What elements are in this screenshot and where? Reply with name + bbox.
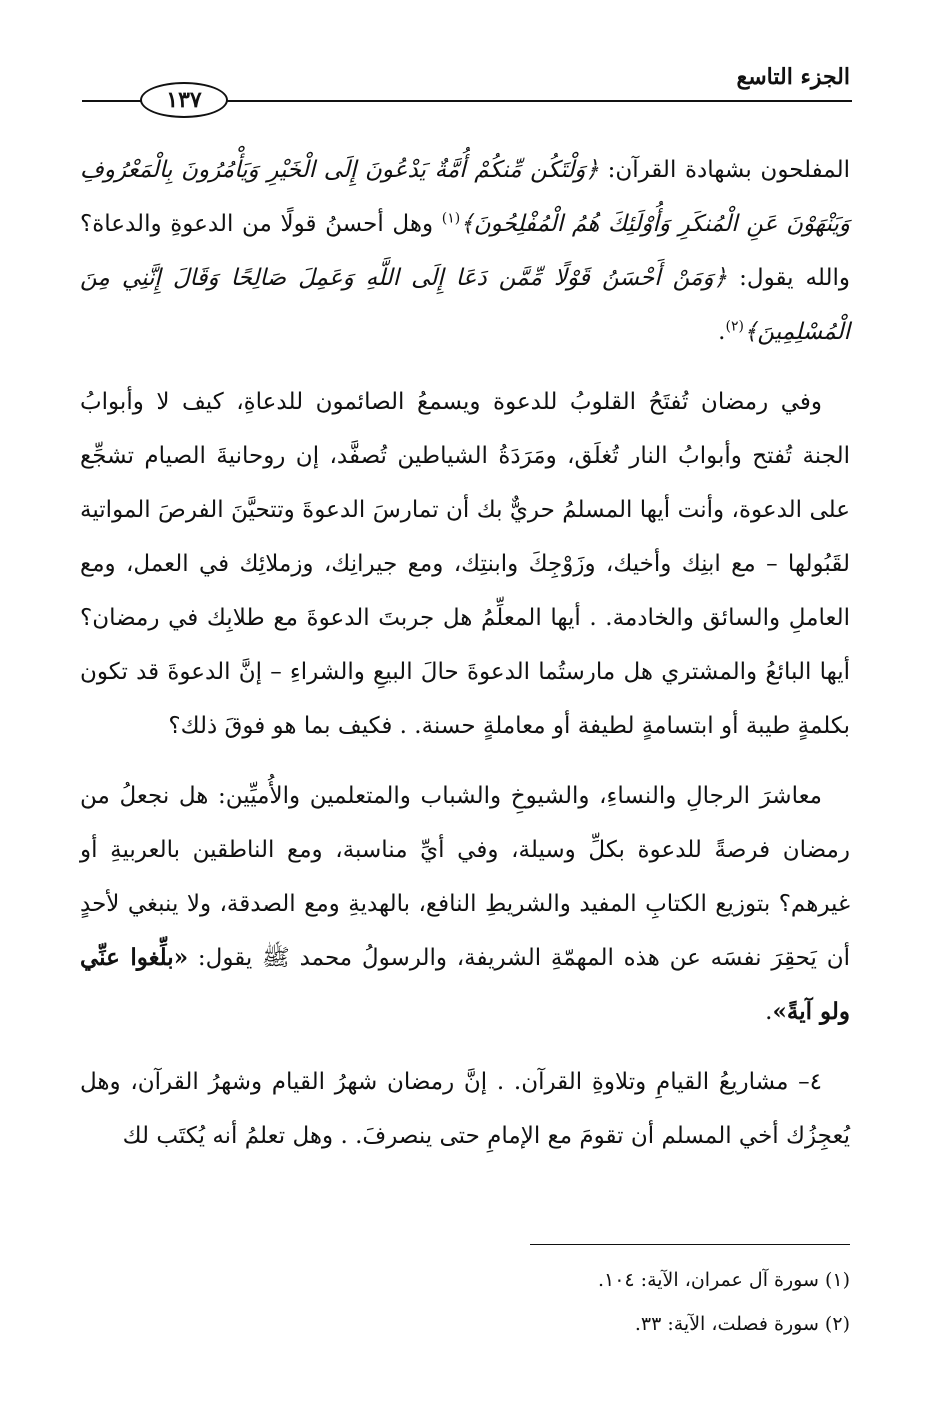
footnote-2: (٢) سورة فصلت، الآية: ٣٣. [634, 1313, 850, 1335]
paragraph-qiyam-projects: ٤– مشاريعُ القيامِ وتلاوةِ القرآن. . إنَّ رمضان شهرُ القيام وشهرُ القرآن، وهل يُعجِزُك أخي المسلم أن تقومَ مع الإمامِ حتى ينصرفَ. . وهل تعلمُ أنه يُكتَب لك [80, 1069, 850, 1149]
paragraph-everyone-call [80, 769, 850, 1039]
footnotes [80, 1258, 850, 1346]
footnote-1: (١) سورة آل عمران، الآية: ١٠٤. [597, 1269, 850, 1291]
paragraph-1-end: . [718, 319, 726, 345]
footnote-rule [530, 1244, 850, 1245]
quran-verse-2: ﴿وَمَنْ أَحْسَنُ قَوْلًا مِّمَّن دَعَا إِلَى اللَّهِ وَعَمِلَ صَالِحًا وَقَالَ إِنَّنِي مِنَ الْمُسْلِمِينَ﴾ [80, 265, 850, 345]
paragraph-3-end: . [765, 999, 773, 1025]
paragraph-ramadan-dawah: وفي رمضان تُفتَحُ القلوبُ للدعوة ويسمعُ الصائمون للدعاةِ، كيف لا وأبوابُ الجنة تُفتح وأبوابُ النار تُغلَق، ومَرَدَةُ الشياطين تُصفَّد، إن روحانيةَ الصيام تشجِّع على الدعوة، وأنت أيها المسلمُ حريٌّ بك أن تمارسَ الدعوةَ وتتحيَّنَ الفرصَ المواتية لقَبُولها – مع ابنِك وأخيك، وزَوْجِكَ وابنتِك، ومع جيرانِك، وزملائِك في العمل، ومع العاملِ والسائق والخادمة. . أيها المعلِّمُ هل جربتَ الدعوةَ مع طلابِك في رمضان؟ أيها البائعُ والمشتري هل مارستُما الدعوةَ حالَ البيعِ والشراءِ – إنَّ الدعوةَ قد تكون بكلمةٍ طيبة أو ابتسامةٍ لطيفة أو معاملةٍ حسنة. . فكيف بما هو فوقَ ذلك؟ [80, 389, 850, 739]
hadith-quote: «بلِّغوا عنِّي ولو آيةً» [80, 944, 850, 1025]
paragraph-1-text-a: المفلحون بشهادة القرآن: [598, 157, 850, 183]
footnote-ref-2: (٢) [725, 318, 744, 335]
footnote-ref-1: (١) [441, 210, 461, 227]
page-number: ١٣٧ [140, 82, 228, 118]
paragraph-1-text-b: وهل أحسنُ قولًا من الدعوةِ والدعاة؟ والله يقول: [80, 211, 851, 291]
running-title: الجزء التاسع [736, 64, 850, 90]
quran-verse-1: ﴿وَلْتَكُن مِّنكُمْ أُمَّةٌ يَدْعُونَ إِلَى الْخَيْرِ وَيَأْمُرُونَ بِالْمَعْرُوفِ وَيَنْهَوْنَ عَنِ الْمُنكَرِ وَأُوْلَئِكَ هُمُ الْمُفْلِحُونَ﴾ [80, 157, 850, 237]
paragraph-3-text: معاشرَ الرجالِ والنساءِ، والشيوخِ والشباب والمتعلمين والأُميِّين: هل نجعلُ من رمضان فرصةً للدعوة بكلِّ وسيلة، وفي أيِّ مناسبة، ومع الناطقين بالعربيةِ أو غيرهم؟ بتوزيع الكتابِ المفيد والشريطِ النافع، بالهديةِ ومع الصدقة، ولا ينبغي لأحدٍ أن يَحقِرَ نفسَه عن هذه المهمّةِ الشريفة، والرسولُ محمد ﷺ يقول: [80, 783, 850, 971]
main-text [80, 143, 850, 1163]
paragraph-quran-verses [80, 143, 850, 359]
